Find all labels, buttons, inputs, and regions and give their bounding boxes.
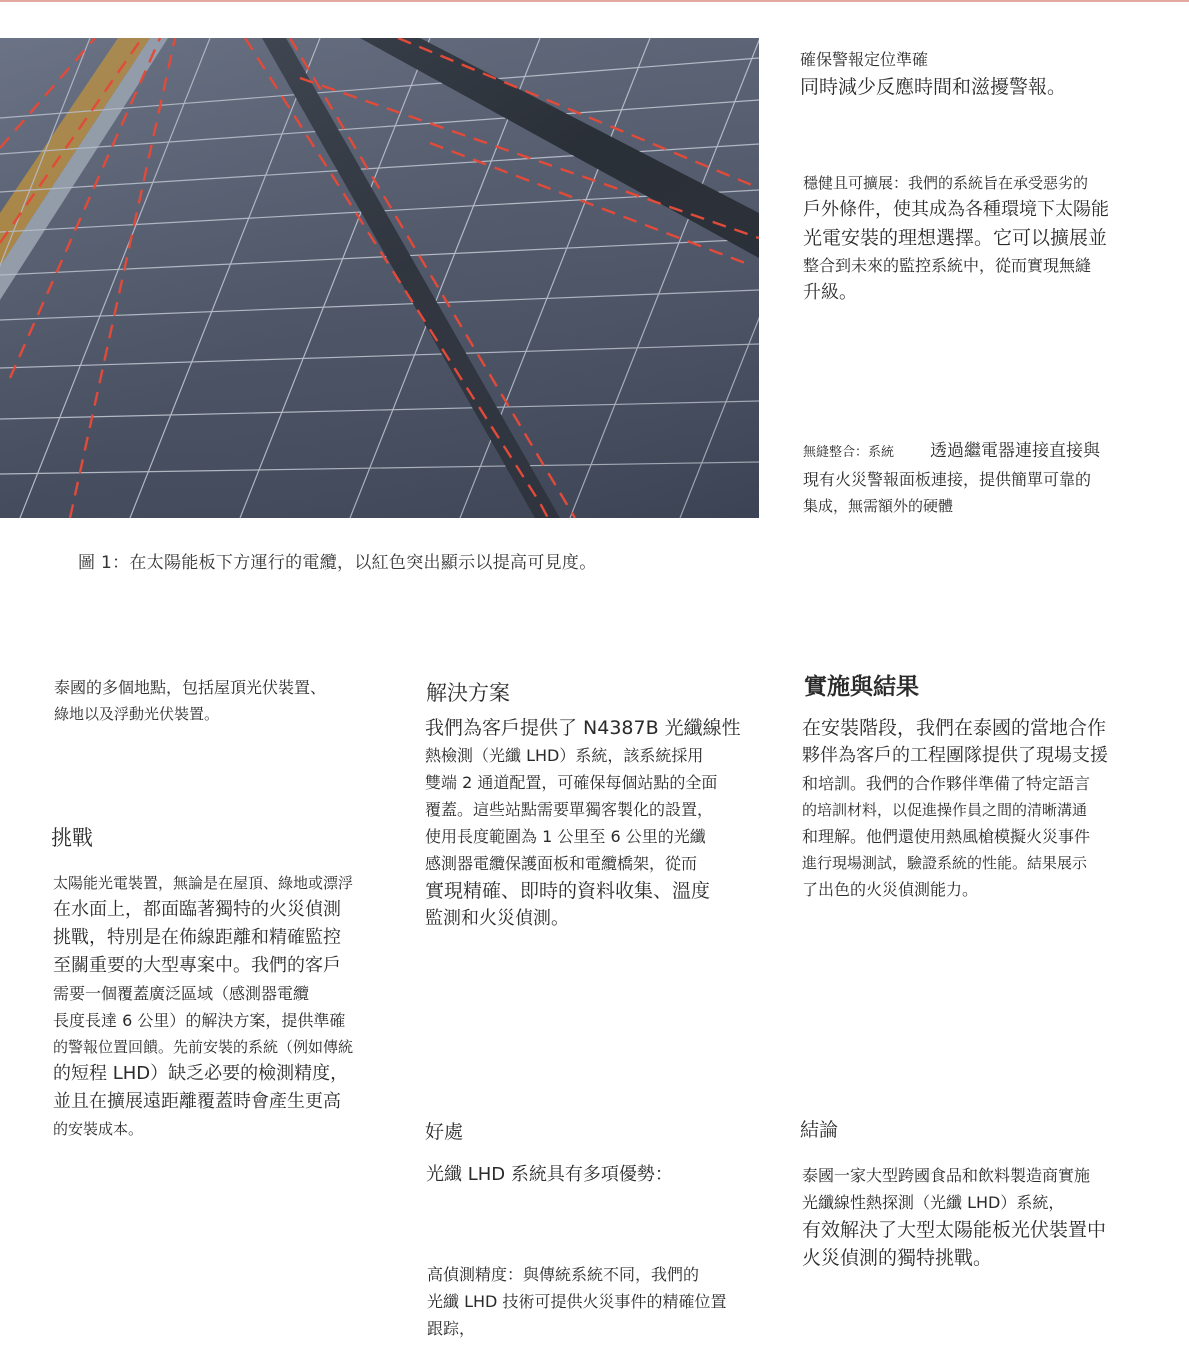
robust-scalable-paragraph bbox=[803, 170, 1133, 307]
text-line: 整合到未來的監控系統中，從而實現無縫 bbox=[803, 256, 1092, 275]
conclusion-heading: 結論 bbox=[800, 1119, 839, 1141]
text-line: 覆蓋。這些站點需要單獨客製化的設置， bbox=[425, 800, 714, 819]
text-line bbox=[803, 437, 1133, 466]
top-divider bbox=[0, 0, 1189, 2]
text-line: 在安裝階段，我們在泰國的當地合作 bbox=[802, 717, 1107, 739]
text-line: 有效解決了大型太陽能板光伏裝置中 bbox=[802, 1219, 1107, 1241]
text-fragment: 透過繼電器連接直接與 bbox=[930, 441, 1101, 461]
alarm-accuracy-text bbox=[800, 46, 1130, 101]
challenge-heading: 挑戰 bbox=[51, 826, 93, 850]
text-line: 監測和火災偵測。 bbox=[425, 908, 569, 929]
text-line: 泰國一家大型跨國食品和飲料製造商實施 bbox=[802, 1166, 1091, 1185]
text-line: 綠地以及浮動光伏裝置。 bbox=[54, 705, 220, 723]
text-line: 並且在擴展遠距離覆蓋時會產生更高 bbox=[53, 1091, 341, 1112]
seamless-integration-paragraph bbox=[803, 437, 1133, 519]
text-line: 火災偵測的獨特挑戰。 bbox=[802, 1247, 993, 1269]
text-line: 確保警報定位準確 bbox=[800, 50, 929, 69]
sites-intro bbox=[54, 674, 384, 727]
text-line: 熱檢測（光纖 LHD）系統，該系統採用 bbox=[425, 746, 704, 765]
text-line: 的安裝成本。 bbox=[53, 1120, 144, 1138]
implementation-heading: 實施與結果 bbox=[804, 674, 919, 700]
text-line: 挑戰，特別是在佈線距離和精確監控 bbox=[53, 927, 341, 948]
text-line: 現有火災警報面板連接，提供簡單可靠的 bbox=[803, 470, 1092, 489]
text-line: 光電安裝的理想選擇。它可以擴展並 bbox=[803, 227, 1108, 249]
benefits-heading: 好處 bbox=[425, 1121, 464, 1143]
text-line: 進行現場測試，驗證系統的性能。結果展示 bbox=[802, 854, 1088, 872]
text-line: 雙端 2 通道配置，可確保每個站點的全面 bbox=[425, 773, 718, 792]
text-line: 長度長達 6 公里）的解決方案，提供準確 bbox=[53, 1011, 346, 1030]
challenge-paragraph bbox=[53, 870, 388, 1142]
text-line: 升級。 bbox=[803, 282, 857, 303]
solution-paragraph bbox=[425, 714, 765, 933]
solar-panel-photo bbox=[0, 38, 759, 518]
text-fragment: 無縫整合：系統 bbox=[803, 445, 895, 460]
text-line: 的培訓材料，以促進操作員之間的清晰溝通 bbox=[802, 801, 1088, 819]
text-line: 的短程 LHD）缺乏必要的檢測精度， bbox=[53, 1063, 349, 1084]
benefits-intro: 光纖 LHD 系統具有多項優勢： bbox=[426, 1164, 673, 1185]
benefit-accuracy-paragraph bbox=[427, 1261, 767, 1342]
text-line: 戶外條件，使其成為各種環境下太陽能 bbox=[803, 199, 1109, 220]
text-line: 跟踪， bbox=[427, 1319, 476, 1338]
text-line: 泰國的多個地點，包括屋頂光伏裝置、 bbox=[54, 678, 327, 697]
implementation-paragraph bbox=[802, 714, 1142, 903]
text-line: 在水面上，都面臨著獨特的火災偵測 bbox=[53, 899, 341, 920]
text-line: 光纖線性熱探測（光纖 LHD）系統， bbox=[802, 1193, 1065, 1212]
text-line: 穩健且可擴展：我們的系統旨在承受惡劣的 bbox=[803, 174, 1089, 192]
text-line: 實現精確、即時的資料收集、溫度 bbox=[425, 880, 711, 902]
text-line: 我們為客戶提供了 N4387B 光纖線性 bbox=[425, 717, 741, 739]
figure-caption: 圖 1：在太陽能板下方運行的電纜，以紅色突出顯示以提高可見度。 bbox=[78, 553, 597, 573]
text-line: 需要一個覆蓋廣泛區域（感測器電纜 bbox=[53, 984, 310, 1003]
text-line: 和培訓。我們的合作夥伴準備了特定語言 bbox=[802, 774, 1091, 793]
text-line: 夥伴為客戶的工程團隊提供了現場支援 bbox=[802, 745, 1108, 766]
text-line: 使用長度範圍為 1 公里至 6 公里的光纖 bbox=[425, 827, 706, 846]
text-line: 光纖 LHD 技術可提供火災事件的精確位置 bbox=[427, 1292, 727, 1311]
text-line: 高偵測精度：與傳統系統不同，我們的 bbox=[427, 1265, 700, 1284]
conclusion-paragraph bbox=[802, 1162, 1142, 1272]
text-line: 集成，無需額外的硬體 bbox=[803, 497, 954, 515]
solution-heading: 解決方案 bbox=[426, 681, 510, 705]
text-line: 太陽能光電裝置，無論是在屋頂、綠地或漂浮 bbox=[53, 874, 354, 892]
text-line: 了出色的火災偵測能力。 bbox=[802, 880, 979, 899]
text-line: 同時減少反應時間和滋擾警報。 bbox=[800, 76, 1067, 98]
text-line: 和理解。他們還使用熱風槍模擬火災事件 bbox=[802, 827, 1091, 846]
text-line: 的警報位置回饋。先前安裝的系統（例如傳統 bbox=[53, 1038, 354, 1056]
text-line: 至關重要的大型專案中。我們的客戶 bbox=[53, 955, 341, 976]
text-line: 感測器電纜保護面板和電纜橋架，從而 bbox=[425, 854, 698, 873]
